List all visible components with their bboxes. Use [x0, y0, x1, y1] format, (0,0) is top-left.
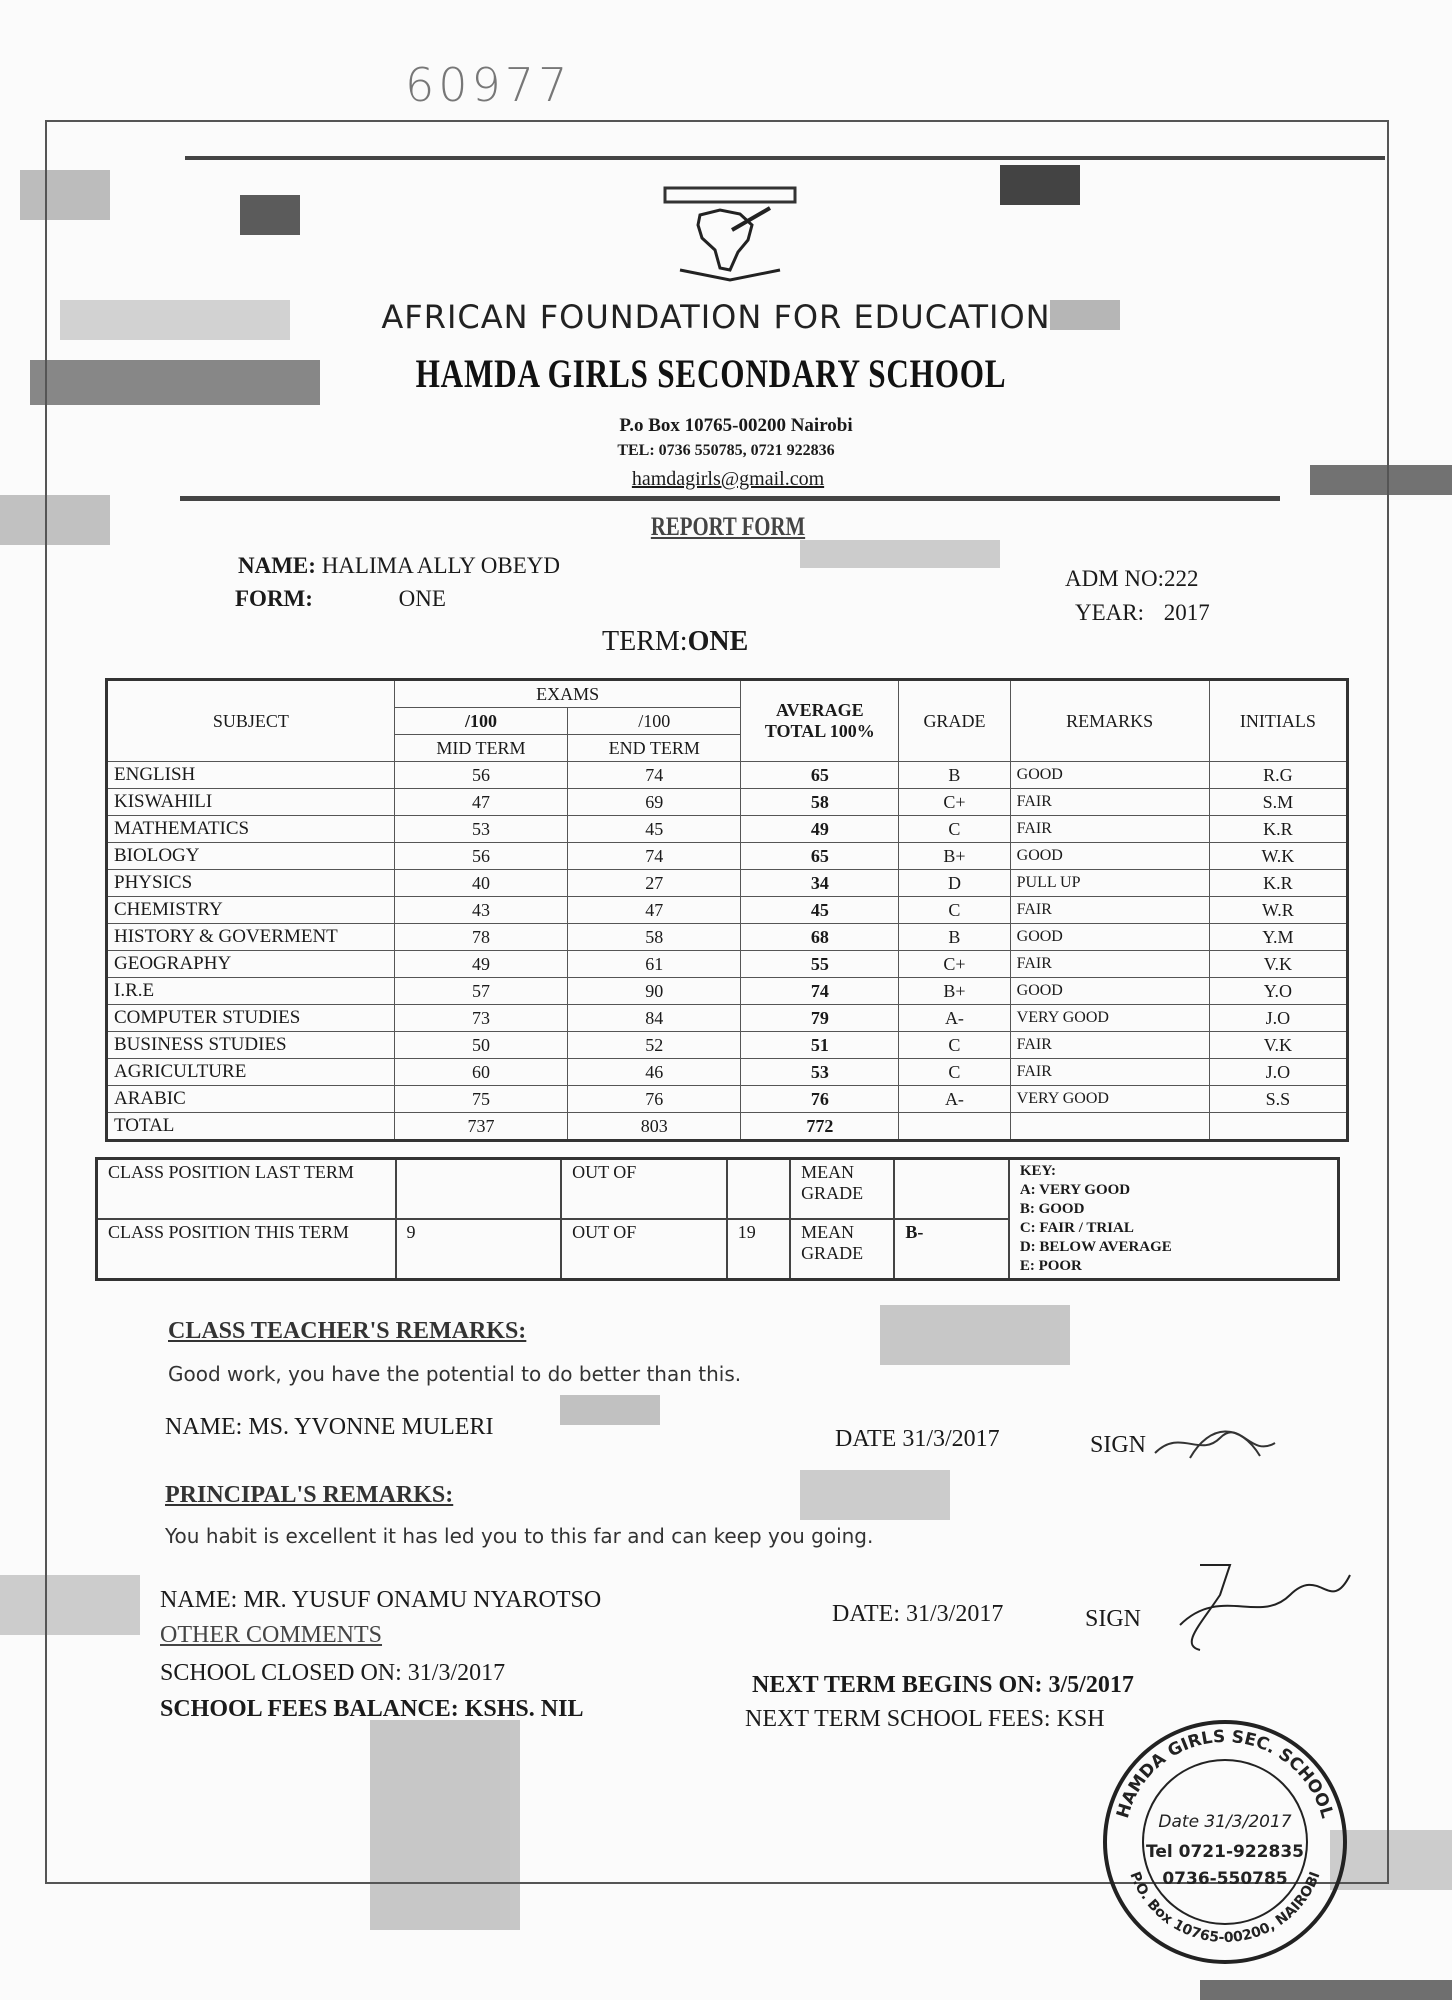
subject-header: SUBJECT	[107, 680, 395, 762]
position-this-value: 9	[396, 1219, 562, 1280]
term: TERM:ONE	[602, 626, 749, 657]
document-number: 60977	[405, 58, 572, 112]
table-row	[107, 1086, 1348, 1113]
cell-remark: FAIR	[1010, 897, 1209, 924]
report-form-title: REPORT FORM	[650, 512, 806, 541]
class-position-table	[95, 1157, 1340, 1281]
cell-subject: ENGLISH	[107, 762, 395, 789]
cell-grade: C	[899, 1032, 1010, 1059]
cell-subject: KISWAHILI	[107, 789, 395, 816]
table-row	[107, 843, 1348, 870]
cell-remark: GOOD	[1010, 924, 1209, 951]
cell-end: 45	[568, 816, 741, 843]
cell-end: 52	[568, 1032, 741, 1059]
cell-subject: BIOLOGY	[107, 843, 395, 870]
cell-avg: 74	[741, 978, 899, 1005]
cell-avg: 49	[741, 816, 899, 843]
cell-avg: 55	[741, 951, 899, 978]
mean-grade-value-last	[894, 1159, 1008, 1220]
africa-map-logo-icon	[660, 180, 800, 285]
total-label: TOTAL	[107, 1113, 395, 1141]
cell-mid: 40	[394, 870, 567, 897]
class-teacher-remark: Good work, you have the potential to do better than this.	[168, 1362, 742, 1386]
total-avg: 772	[741, 1113, 899, 1141]
svg-text:Date 31/3/2017: Date 31/3/2017	[1158, 1812, 1292, 1832]
school-email: hamdagirls@gmail.com	[631, 468, 825, 490]
cell-remark: FAIR	[1010, 951, 1209, 978]
cell-avg: 45	[741, 897, 899, 924]
cell-mid: 53	[394, 816, 567, 843]
table-row	[107, 1005, 1348, 1032]
out-of-value-this: 19	[727, 1219, 790, 1280]
svg-text:HAMDA GIRLS SEC. SCHOOL: HAMDA GIRLS SEC. SCHOOL	[1113, 1726, 1337, 1821]
cell-grade: C	[899, 897, 1010, 924]
cell-grade: C	[899, 1059, 1010, 1086]
other-comments-heading: OTHER COMMENTS	[160, 1622, 383, 1648]
total-empty	[899, 1113, 1010, 1141]
cell-initials: V.K	[1209, 1032, 1347, 1059]
table-row	[107, 762, 1348, 789]
cell-grade: C+	[899, 951, 1010, 978]
cell-end: 84	[568, 1005, 741, 1032]
exams-header: EXAMS	[394, 680, 741, 708]
mean-grade-value-this: B-	[894, 1219, 1008, 1280]
cell-mid: 60	[394, 1059, 567, 1086]
table-row	[107, 816, 1348, 843]
cell-remark: FAIR	[1010, 1059, 1209, 1086]
cell-remark: GOOD	[1010, 978, 1209, 1005]
end-term-header: END TERM	[568, 735, 741, 762]
total-empty	[1010, 1113, 1209, 1141]
cell-mid: 56	[394, 843, 567, 870]
cell-mid: 56	[394, 762, 567, 789]
school-stamp-icon	[1095, 1712, 1355, 1972]
class-teacher-heading: CLASS TEACHER'S REMARKS:	[168, 1318, 527, 1344]
cell-end: 61	[568, 951, 741, 978]
cell-avg: 68	[741, 924, 899, 951]
school-address: P.o Box 10765-00200 Nairobi	[619, 415, 853, 436]
school-tel: TEL: 0736 550785, 0721 922836	[617, 442, 835, 459]
cell-avg: 51	[741, 1032, 899, 1059]
out-of-label-this: OUT OF	[561, 1219, 727, 1280]
student-form: FORM: ONE	[235, 586, 446, 611]
next-term-fees: NEXT TERM SCHOOL FEES: KSH	[745, 1706, 1105, 1732]
svg-text:0736-550785: 0736-550785	[1162, 1869, 1288, 1889]
cell-initials: W.R	[1209, 897, 1347, 924]
cell-initials: K.R	[1209, 870, 1347, 897]
cell-mid: 50	[394, 1032, 567, 1059]
cell-subject: ARABIC	[107, 1086, 395, 1113]
cell-initials: Y.M	[1209, 924, 1347, 951]
position-this-label: CLASS POSITION THIS TERM	[97, 1219, 396, 1280]
cell-remark: FAIR	[1010, 789, 1209, 816]
cell-end: 76	[568, 1086, 741, 1113]
foundation-name: AFRICAN FOUNDATION FOR EDUCATION	[381, 298, 1051, 336]
cell-mid: 43	[394, 897, 567, 924]
initials-header: INITIALS	[1209, 680, 1347, 762]
grades-table	[105, 678, 1349, 1142]
cell-initials: S.S	[1209, 1086, 1347, 1113]
total-end: 803	[568, 1113, 741, 1141]
cell-initials: R.G	[1209, 762, 1347, 789]
cell-grade: C+	[899, 789, 1010, 816]
cell-subject: COMPUTER STUDIES	[107, 1005, 395, 1032]
cell-remark: VERY GOOD	[1010, 1086, 1209, 1113]
out-of-value-last	[727, 1159, 790, 1220]
cell-mid: 57	[394, 978, 567, 1005]
cell-avg: 58	[741, 789, 899, 816]
cell-end: 58	[568, 924, 741, 951]
table-row	[107, 897, 1348, 924]
cell-grade: D	[899, 870, 1010, 897]
total-mid: 737	[394, 1113, 567, 1141]
school-closed-on: SCHOOL CLOSED ON: 31/3/2017	[160, 1660, 506, 1686]
total-empty	[1209, 1113, 1347, 1141]
cell-grade: B+	[899, 978, 1010, 1005]
school-name: HAMDA GIRLS SECONDARY SCHOOL	[415, 351, 1007, 396]
table-row	[107, 924, 1348, 951]
school-fees-balance: SCHOOL FEES BALANCE: KSHS. NIL	[160, 1696, 584, 1722]
cell-initials: J.O	[1209, 1059, 1347, 1086]
mean-grade-label-last: MEAN GRADE	[790, 1159, 894, 1220]
cell-end: 90	[568, 978, 741, 1005]
principal-name: NAME: MR. YUSUF ONAMU NYAROTSO	[160, 1587, 602, 1613]
grading-key: KEY: A: VERY GOOD B: GOOD C: FAIR / TRIAL D: BELOW AVERAGE E: POOR	[1009, 1159, 1339, 1280]
cell-subject: GEOGRAPHY	[107, 951, 395, 978]
principal-signature-icon	[1160, 1555, 1360, 1655]
cell-end: 74	[568, 843, 741, 870]
table-row	[107, 978, 1348, 1005]
class-teacher-sign: SIGN	[1090, 1432, 1147, 1458]
principal-date: DATE: 31/3/2017	[832, 1601, 1004, 1627]
cell-subject: HISTORY & GOVERMENT	[107, 924, 395, 951]
cell-avg: 34	[741, 870, 899, 897]
cell-initials: S.M	[1209, 789, 1347, 816]
cell-end: 74	[568, 762, 741, 789]
cell-grade: A-	[899, 1086, 1010, 1113]
principal-remark: You habit is excellent it has led you to this far and can keep you going.	[165, 1524, 874, 1548]
principal-heading: PRINCIPAL'S REMARKS:	[165, 1482, 454, 1508]
cell-remark: VERY GOOD	[1010, 1005, 1209, 1032]
position-last-value	[396, 1159, 562, 1220]
table-row	[107, 951, 1348, 978]
cell-initials: J.O	[1209, 1005, 1347, 1032]
cell-avg: 65	[741, 843, 899, 870]
cell-mid: 47	[394, 789, 567, 816]
principal-sign: SIGN	[1085, 1606, 1142, 1632]
cell-grade: C	[899, 816, 1010, 843]
cell-end: 47	[568, 897, 741, 924]
cell-avg: 79	[741, 1005, 899, 1032]
grade-header: GRADE	[899, 680, 1010, 762]
cell-mid: 78	[394, 924, 567, 951]
next-term-begins: NEXT TERM BEGINS ON: 3/5/2017	[752, 1672, 1134, 1698]
header-rule	[180, 496, 1280, 501]
admission-number: ADM NO:222	[1065, 566, 1199, 591]
cell-grade: A-	[899, 1005, 1010, 1032]
cell-remark: GOOD	[1010, 843, 1209, 870]
mid-term-header: MID TERM	[394, 735, 567, 762]
end-out-of: /100	[568, 708, 741, 735]
cell-subject: I.R.E	[107, 978, 395, 1005]
cell-avg: 53	[741, 1059, 899, 1086]
cell-subject: PHYSICS	[107, 870, 395, 897]
student-name: NAME: HALIMA ALLY OBEYD	[238, 553, 561, 578]
cell-avg: 76	[741, 1086, 899, 1113]
cell-end: 69	[568, 789, 741, 816]
class-teacher-name: NAME: MS. YVONNE MULERI	[165, 1414, 494, 1440]
grades-body	[107, 762, 1348, 1141]
cell-initials: K.R	[1209, 816, 1347, 843]
teacher-signature-icon	[1150, 1418, 1280, 1468]
cell-avg: 65	[741, 762, 899, 789]
cell-remark: GOOD	[1010, 762, 1209, 789]
class-teacher-date: DATE 31/3/2017	[835, 1426, 1000, 1452]
cell-remark: FAIR	[1010, 816, 1209, 843]
cell-remark: PULL UP	[1010, 870, 1209, 897]
svg-text:P.O. Box 10765-00200, NAIROBI: P.O. Box 10765-00200, NAIROBI	[1126, 1869, 1324, 1947]
table-row	[107, 789, 1348, 816]
cell-subject: AGRICULTURE	[107, 1059, 395, 1086]
position-last-label: CLASS POSITION LAST TERM	[97, 1159, 396, 1220]
cell-subject: CHEMISTRY	[107, 897, 395, 924]
table-row	[107, 1032, 1348, 1059]
cell-initials: W.K	[1209, 843, 1347, 870]
cell-initials: V.K	[1209, 951, 1347, 978]
cell-end: 27	[568, 870, 741, 897]
cell-grade: B	[899, 762, 1010, 789]
cell-end: 46	[568, 1059, 741, 1086]
average-header: AVERAGE TOTAL 100%	[741, 680, 899, 762]
out-of-label-last: OUT OF	[561, 1159, 727, 1220]
table-row	[107, 1059, 1348, 1086]
report-year: YEAR: 2017	[1075, 600, 1210, 625]
cell-grade: B+	[899, 843, 1010, 870]
mean-grade-label-this: MEAN GRADE	[790, 1219, 894, 1280]
top-rule	[185, 156, 1385, 160]
cell-subject: BUSINESS STUDIES	[107, 1032, 395, 1059]
cell-mid: 73	[394, 1005, 567, 1032]
total-row	[107, 1113, 1348, 1141]
cell-subject: MATHEMATICS	[107, 816, 395, 843]
mid-out-of: /100	[394, 708, 567, 735]
svg-text:Tel 0721-922835: Tel 0721-922835	[1146, 1842, 1304, 1862]
cell-grade: B	[899, 924, 1010, 951]
cell-mid: 49	[394, 951, 567, 978]
remarks-header: REMARKS	[1010, 680, 1209, 762]
cell-mid: 75	[394, 1086, 567, 1113]
cell-remark: FAIR	[1010, 1032, 1209, 1059]
cell-initials: Y.O	[1209, 978, 1347, 1005]
table-row	[107, 870, 1348, 897]
